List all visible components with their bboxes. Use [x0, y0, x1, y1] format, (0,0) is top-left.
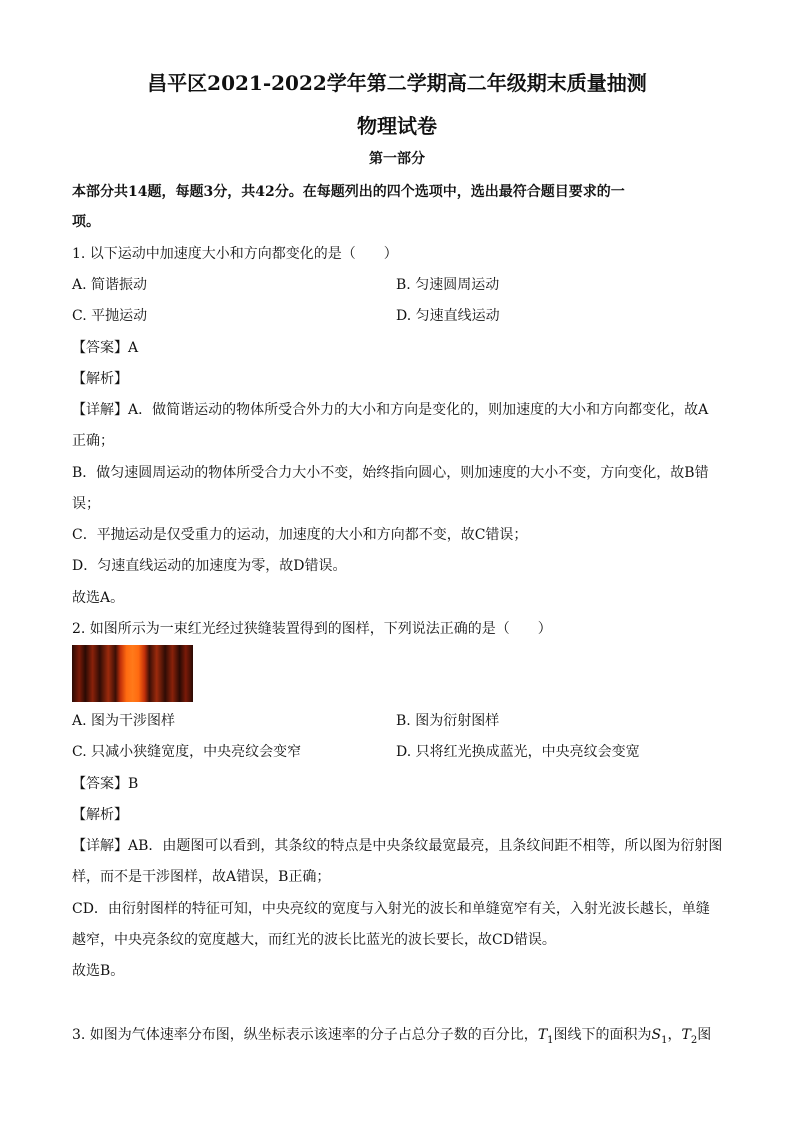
q2-option-a: A. 图为干涉图样 — [72, 713, 176, 729]
q2-option-b: B. 图为衍射图样 — [396, 713, 500, 729]
intro-line-1: 本部分共14题，每题3分，共42分。在每题列出的四个选项中，选出最符合题目要求的一 — [72, 184, 625, 200]
q2-detail-line: 故选B。 — [72, 963, 125, 979]
q1-detail-line: 故选A。 — [72, 590, 125, 606]
t2-symbol: T — [681, 1027, 691, 1043]
q1-option-d: D. 匀速直线运动 — [396, 308, 500, 324]
t2-subscript: 2 — [690, 1034, 698, 1046]
diffraction-pattern-image — [72, 645, 193, 702]
q2-option-d: D. 只将红光换成蓝光，中央亮纹会变宽 — [396, 744, 640, 760]
q1-detail-line: 【详解】A．做简谐运动的物体所受合外力的大小和方向是变化的，则加速度的大小和方向都变化，故A — [72, 402, 709, 418]
t1-symbol: T — [537, 1027, 548, 1043]
q1-option-b: B. 匀速圆周运动 — [396, 277, 500, 293]
q1-detail-line: C．平抛运动是仅受重力的运动，加速度的大小和方向都不变，故C错误； — [72, 527, 528, 543]
section-heading: 第一部分 — [369, 151, 425, 167]
s1-symbol: S — [651, 1027, 662, 1043]
intro-line-2: 项。 — [72, 214, 100, 230]
q2-analysis-label: 【解析】 — [72, 807, 128, 823]
t1-subscript: 1 — [547, 1034, 554, 1046]
question-1-stem: 1. 以下运动中加速度大小和方向都变化的是（ ） — [72, 246, 398, 262]
q1-option-a: A. 简谐振动 — [72, 277, 148, 293]
q1-detail-line: 误； — [72, 496, 100, 512]
q1-option-c: C. 平抛运动 — [72, 308, 148, 324]
q2-detail-line: CD．由衍射图样的特征可知，中央亮纹的宽度与入射光的波长和单缝宽窄有关，入射光波长越长，单缝 — [72, 901, 710, 917]
q3-stem-end: 图 — [697, 1027, 712, 1043]
q1-detail-line: B．做匀速圆周运动的物体所受合力大小不变，始终指向圆心，则加速度的大小不变，方向变化，故B错 — [72, 465, 709, 481]
page-subtitle: 物理试卷 — [357, 114, 437, 138]
question-2-stem: 2. 如图所示为一束红光经过狭缝装置得到的图样，下列说法正确的是（ ） — [72, 621, 552, 637]
q1-analysis-label: 【解析】 — [72, 371, 128, 387]
q2-answer: 【答案】B — [72, 776, 139, 792]
q1-answer: 【答案】A — [72, 340, 139, 356]
q2-detail-line: 样，而不是干涉图样，故A错误，B正确； — [72, 869, 331, 885]
page-title: 昌平区2021-2022学年第二学期高二年级期末质量抽测 — [147, 71, 647, 95]
q2-option-c: C. 只减小狭缝宽度，中央亮纹会变窄 — [72, 744, 302, 760]
q1-detail-line: 正确； — [72, 433, 114, 449]
s1-subscript: 1 — [661, 1034, 668, 1046]
question-3-stem — [72, 1026, 711, 1050]
q3-stem-mid: 图线下的面积为 — [553, 1027, 652, 1043]
q1-detail-line: D．匀速直线运动的加速度为零，故D错误。 — [72, 558, 347, 574]
q3-comma: ， — [667, 1027, 682, 1043]
q2-detail-line: 越窄，中央亮条纹的宽度越大，而红光的波长比蓝光的波长要长，故CD错误。 — [72, 932, 556, 948]
q2-detail-line: 【详解】AB．由题图可以看到，其条纹的特点是中央条纹最宽最亮，且条纹间距不相等，所以图为衍射图 — [72, 838, 723, 854]
q3-stem-text: 3. 如图为气体速率分布图，纵坐标表示该速率的分子占总分子数的百分比， — [72, 1027, 538, 1043]
